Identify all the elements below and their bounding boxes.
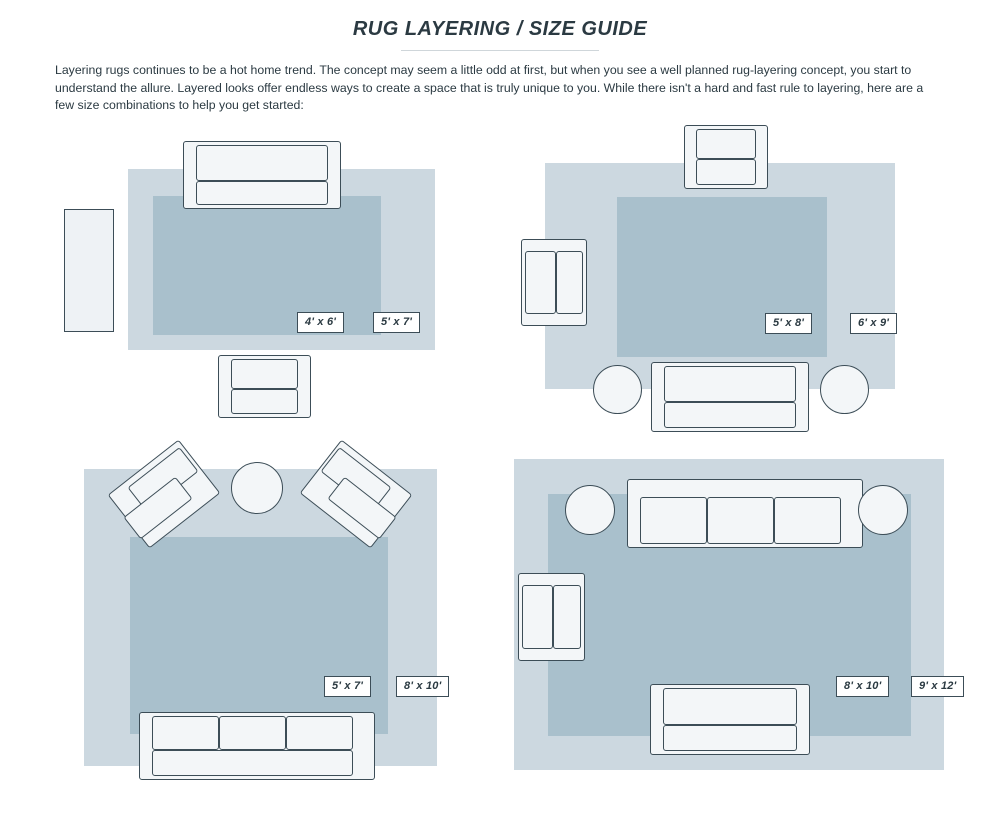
sofa-bottom-front-cushion: [663, 725, 797, 751]
armchair-back-cushion: [231, 359, 298, 389]
side-table-right: [858, 485, 908, 535]
sofa-bottom-front-cushion: [152, 750, 353, 776]
sofa-bottom-seat-cushion: [663, 688, 797, 725]
sofa-back-cushion: [196, 145, 328, 181]
armchair-left-seat-cushion: [556, 251, 583, 314]
sofa-bottom-seat-cushion: [664, 366, 796, 402]
inner-rug-label: 4' x 6': [297, 312, 344, 333]
side-table-left: [593, 365, 642, 414]
sofa-bottom-cushion-1: [152, 716, 219, 750]
sofa-bottom-cushion-2: [219, 716, 286, 750]
sofa-top-cushion-3: [774, 497, 841, 544]
page-title: RUG LAYERING / SIZE GUIDE: [352, 18, 648, 40]
armchair-left-back-cushion: [525, 251, 556, 314]
title-divider: [401, 50, 599, 51]
armchair-seat-cushion: [231, 389, 298, 414]
sofa-bottom-front-cushion: [664, 402, 796, 428]
outer-rug-label: 5' x 7': [373, 312, 420, 333]
outer-rug-label: 6' x 9': [850, 313, 897, 334]
round-table: [231, 462, 283, 514]
intro-paragraph: Layering rugs continues to be a hot home trend. The concept may seem a little odd at first, but when you see a well planned rug-layering concept, you start to understand the allure. Layered looks offer endless ways to create a space that is truly unique to you. While there isn't a hard and fast rule to layering, here are a few size combinations to help you get started:: [55, 63, 924, 112]
armchair-top-seat-cushion: [696, 159, 756, 185]
inner-rug: [130, 537, 388, 734]
inner-rug-label: 8' x 10': [836, 676, 889, 697]
side-table-left: [565, 485, 615, 535]
outer-rug-label: 8' x 10': [396, 676, 449, 697]
sofa-bottom-cushion-3: [286, 716, 353, 750]
sofa-seat-cushion: [196, 181, 328, 205]
inner-rug: [153, 196, 381, 335]
console-table: [64, 209, 114, 332]
armchair-top-back-cushion: [696, 129, 756, 159]
inner-rug-label: 5' x 8': [765, 313, 812, 334]
armchair-left-back-cushion: [522, 585, 553, 649]
inner-rug-label: 5' x 7': [324, 676, 371, 697]
side-table-right: [820, 365, 869, 414]
sofa-top-cushion-2: [707, 497, 774, 544]
sofa-top-cushion-1: [640, 497, 707, 544]
armchair-left-seat-cushion: [553, 585, 581, 649]
outer-rug-label: 9' x 12': [911, 676, 964, 697]
